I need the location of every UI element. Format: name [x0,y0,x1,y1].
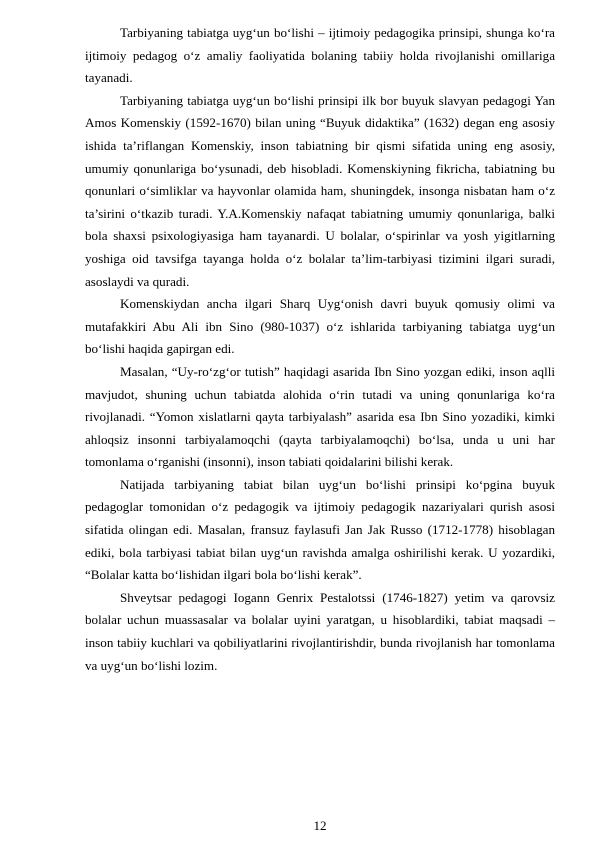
paragraph: Masalan, “Uy-ro‘zg‘or tutish” haqidagi asarida Ibn Sino yozgan ediki, inson aqlli mavjudot, shuning uchun tabiatda alohida o‘rin tutadi va uning qonunlariga ko‘ra rivojlanadi. “Yomon xislatlarni qayta tarbiyalash” asarida esa Ibn Sino yozadiki, kimki ahloqsiz insonni tarbiyalamoqchi (qayta tarbiyalamoqchi) bo‘lsa, unda u uni har tomonlama o‘rganishi (insonni), inson tabiati qoidalarini bilishi kerak. [85,363,555,470]
paragraph: Tarbiyaning tabiatga uyg‘un bo‘lishi – ijtimoiy pedagogika prinsipi, shunga ko‘ra ijtimoiy pedagog o‘z amaliy faoliyatida bolaning tabiiy holda rivojlanishi omillariga tayanadi. [85,25,555,86]
paragraph: Komenskiydan ancha ilgari Sharq Uyg‘onish davri buyuk qomusiy olimi va mutafakkiri Abu Ali ibn Sino (980-1037) o‘z ishlarida tarbiyaning tabiatga uyg‘un bo‘lishi haqida gapirgan edi. [85,296,555,357]
paragraph: Natijada tarbiyaning tabiat bilan uyg‘un bo‘lishi prinsipi ko‘pgina buyuk pedagoglar tomonidan o‘z pedagogik va ijtimoiy pedagogik nazariyalari qurish asosi sifatida olingan edi. Masalan, fransuz faylasufi Jan Jak Russo (1712-1778) hisoblagan ediki, bola tarbiyasi tabiat bilan uyg‘un ravishda amalga oshirilishi kerak. U yozardiki, “Bolalar katta bo‘lishidan ilgari bola bo‘lishi kerak”. [85,476,555,583]
page-number: 12 [313,818,327,833]
paragraph: Tarbiyaning tabiatga uyg‘un bo‘lishi prinsipi ilk bor buyuk slavyan pedagogi Yan Amos Komenskiy (1592-1670) bilan uning “Buyuk didaktika” (1632) degan eng asosiy ishida ta’riflangan Komenskiy, inson tabiatning bir qismi sifatida uning eng asosiy, umumiy qonunlariga bo‘ysunadi, deb hisobladi. Komenskiyning fikricha, tabiatning bu qonunlari o‘simliklar va hayvonlar olamida ham, shuningdek, insonga nisbatan ham o‘z ta’sirini o‘tkazib turadi. Y.A.Komenskiy nafaqat tabiatning umumiy qonunlariga, balki bola shaxsi psixologiyasiga ham tayanardi. U bolalar, o‘spirinlar va yosh yigitlarning yoshiga oid tavsifga tayanga holda o‘z bolalar ta’lim-tarbiyasi tizimini ilgari suradi, asoslaydi va quradi. [85,92,555,289]
paragraph: Shveytsar pedagogi Iogann Genrix Pestalotssi (1746-1827) yetim va qarovsiz bolalar uchun muassasalar va bolalar uyini yaratgan, u hisoblardiki, tabiat maqsadi – inson tabiiy kuchlari va qobiliyatlarini rivojlantirishdir, bunda rivojlanish har tomonlama va uyg‘un bo‘lishi lozim. [85,589,555,673]
document-body [85,22,555,677]
